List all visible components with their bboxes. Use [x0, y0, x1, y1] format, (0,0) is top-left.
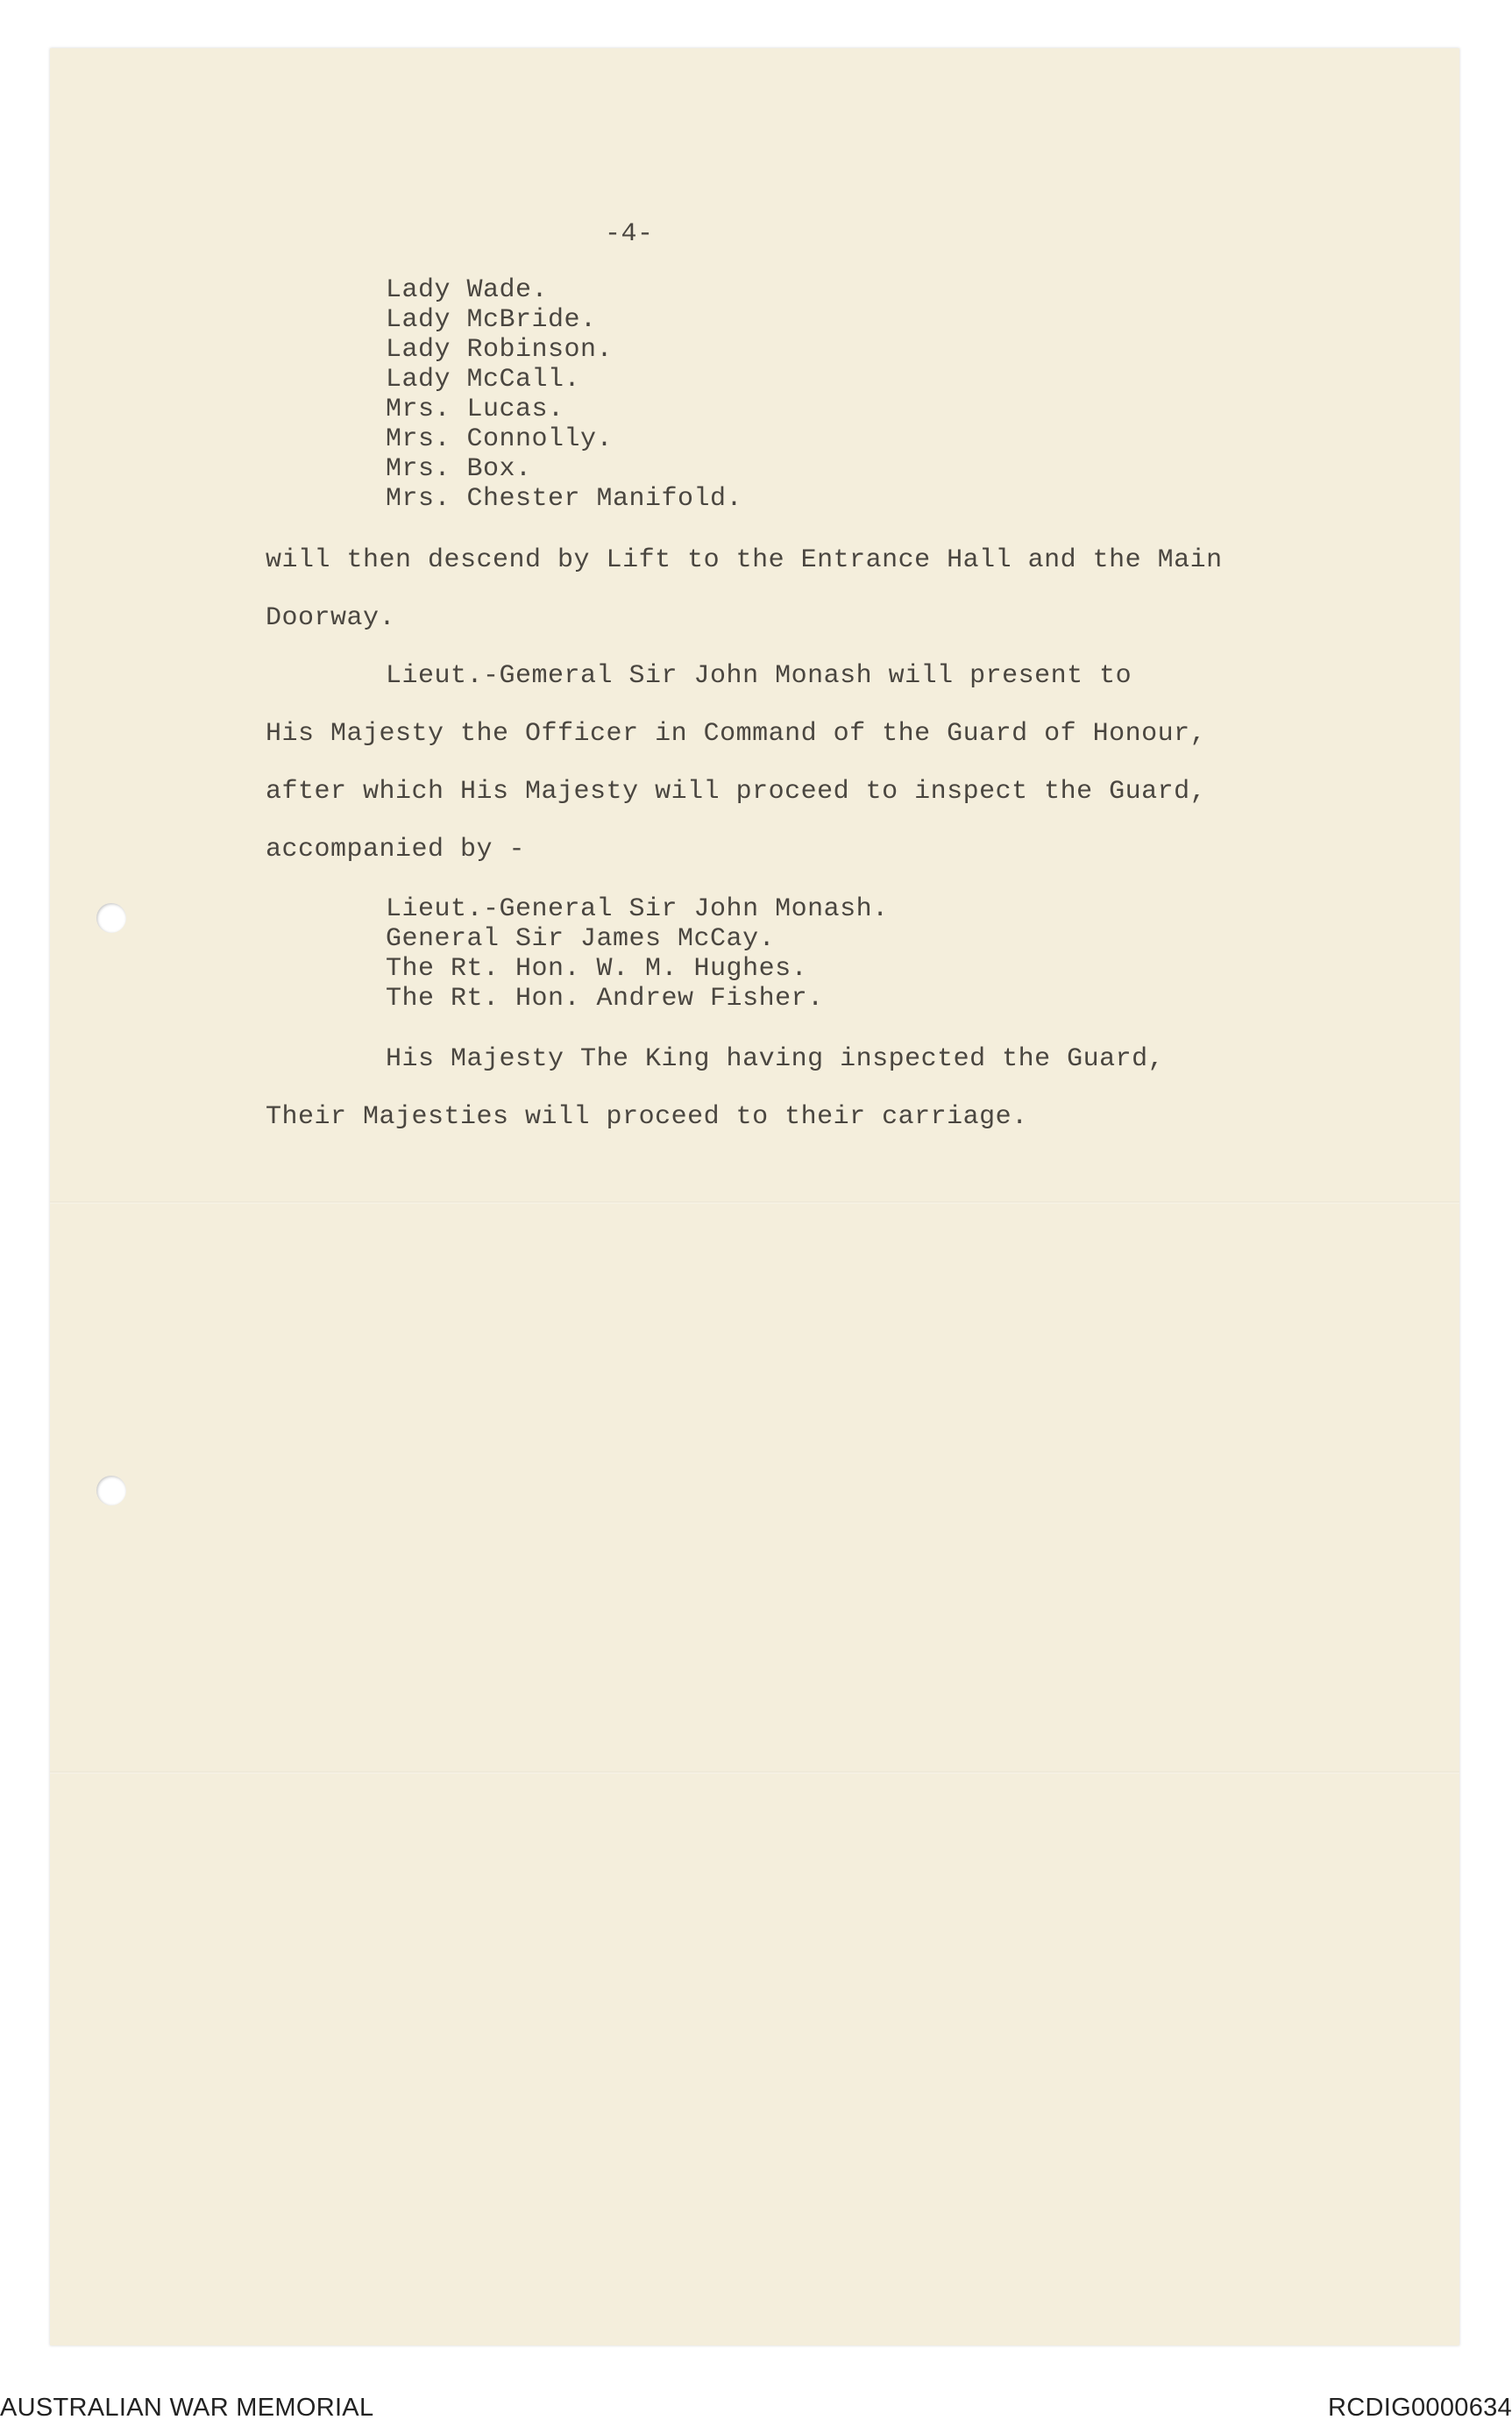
text-line: Doorway.: [266, 603, 396, 633]
page-number: -4-: [605, 219, 654, 249]
footer-record-id: RCDIG0000634: [1328, 2394, 1512, 2422]
list-item: The Rt. Hon. W. M. Hughes.: [386, 954, 808, 984]
attendee-list: [386, 275, 742, 514]
text-line: accompanied by -: [266, 835, 526, 865]
text-line: will then descend by Lift to the Entrance Hall and the Main: [266, 545, 1223, 575]
escort-list: [386, 894, 889, 1014]
text-line: Lieut.-Gemeral Sir John Monash will present to: [386, 661, 1132, 691]
fold-line: [50, 1201, 1459, 1204]
document-page: [50, 48, 1459, 2345]
footer-institution: AUSTRALIAN WAR MEMORIAL: [0, 2394, 374, 2422]
text-line: His Majesty the Officer in Command of the Guard of Honour,: [266, 719, 1207, 749]
list-item: Mrs. Chester Manifold.: [386, 484, 743, 514]
list-item: Mrs. Connolly.: [386, 424, 614, 454]
text-line: His Majesty The King having inspected the Guard,: [386, 1044, 1165, 1074]
fold-line: [50, 1771, 1459, 1774]
list-item: Lieut.-General Sir John Monash.: [386, 894, 889, 924]
list-item: Lady McBride.: [386, 305, 597, 335]
punch-hole: [96, 1476, 126, 1505]
list-item: Lady Wade.: [386, 275, 549, 305]
list-item: Lady Robinson.: [386, 335, 614, 365]
text-line: after which His Majesty will proceed to inspect the Guard,: [266, 777, 1207, 807]
list-item: Mrs. Lucas.: [386, 395, 564, 424]
list-item: General Sir James McCay.: [386, 924, 776, 954]
punch-hole: [96, 903, 126, 933]
text-line: Their Majesties will proceed to their carriage.: [266, 1102, 1028, 1132]
list-item: The Rt. Hon. Andrew Fisher.: [386, 984, 824, 1014]
list-item: Lady McCall.: [386, 365, 581, 395]
paragraph-inspection: [266, 1030, 1405, 1146]
paragraph-descend: [266, 531, 1405, 879]
list-item: Mrs. Box.: [386, 454, 532, 484]
